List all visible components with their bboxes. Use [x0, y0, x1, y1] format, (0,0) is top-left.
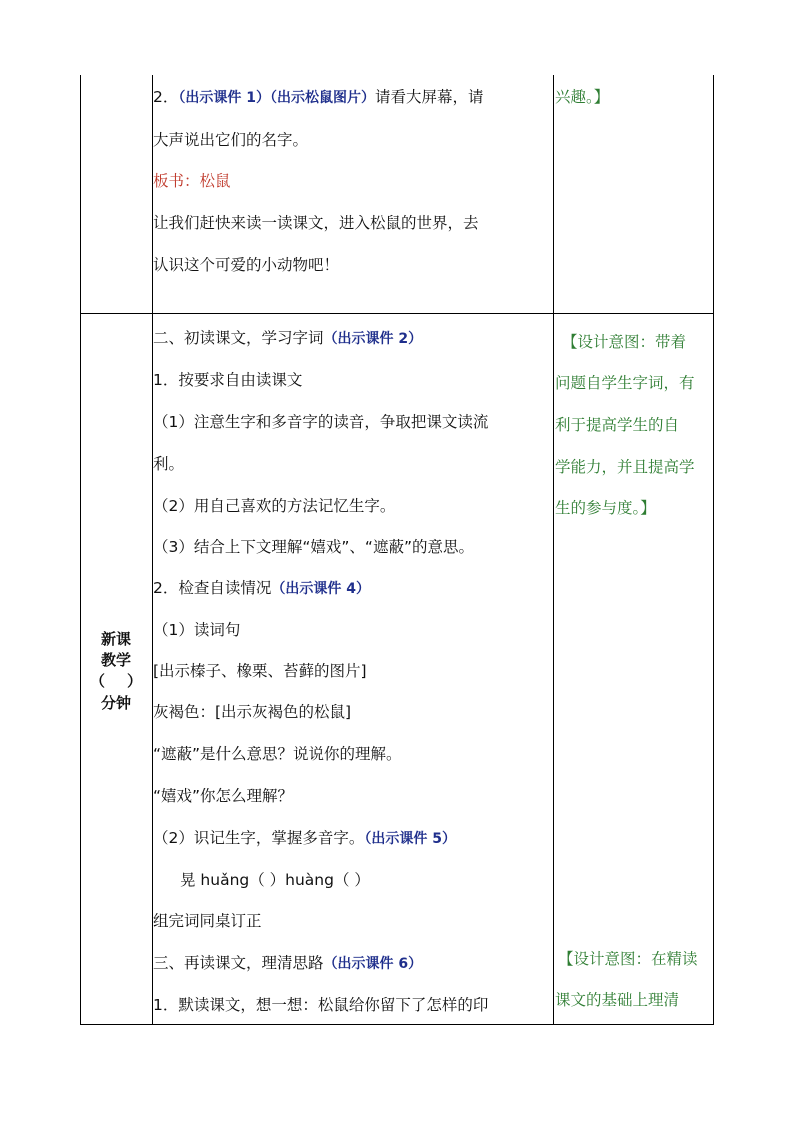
design-note-1-line5: 生的参与度。】: [555, 499, 656, 517]
step-2-b: （2）识记生字，掌握多音字。（出示课件 5）: [153, 829, 456, 847]
lesson-plan-table: [80, 75, 714, 1025]
design-note-1-line1: 【设计意图：带着: [562, 333, 687, 351]
table-border-bottom: [80, 1024, 714, 1025]
step-2-a: （1）读词句: [153, 621, 241, 639]
table-border-right: [713, 75, 714, 1025]
courseware-tag: （出示课件 6）: [323, 956, 423, 972]
item-text: 请看大屏幕，请: [375, 88, 484, 106]
design-note-end: 兴趣。】: [555, 88, 610, 106]
section-label-duration: （ ）: [89, 672, 143, 690]
courseware-tag: （出示课件 5）: [364, 831, 456, 847]
step-2: 2．检查自读情况（出示课件 4）: [153, 579, 370, 597]
courseware-tag: （出示课件 1）: [178, 90, 270, 106]
section-3-heading: 三、再读课文，理清思路（出示课件 6）: [153, 954, 423, 972]
step-2-images: [出示榛子、橡栗、苔藓的图片]: [153, 662, 367, 680]
intro-paragraph-line2: 认识这个可爱的小动物吧！: [153, 256, 340, 274]
design-note-1-line4: 学能力，并且提高学: [555, 458, 695, 476]
section-label-line2: 教学: [100, 651, 131, 669]
intro-paragraph-line1: 让我们赶快来读一读课文，进入松鼠的世界，去: [153, 214, 479, 232]
design-note-1-line3: 利于提高学生的自: [555, 416, 680, 434]
courseware-tag: （出示课件 4）: [271, 581, 370, 597]
section-label-line1: 新课: [100, 630, 131, 648]
step-1-a-line1: （1）注意生字和多音字的读音，争取把课文读流: [153, 413, 489, 431]
step-1-b: （2）用自己喜欢的方法记忆生字。: [153, 497, 396, 515]
design-note-2-line1: 【设计意图：在精读: [558, 950, 698, 968]
section-label-line4: 分钟: [100, 694, 131, 712]
row1-item2-line1: [153, 87, 484, 108]
pinyin-exercise: 晃 huǎng（ ）huàng（ ）: [180, 871, 370, 889]
design-note-1-line2: 问题自学生字词，有: [555, 374, 695, 392]
table-border-left: [80, 75, 81, 1025]
picture-tag: （出示松鼠图片）: [270, 90, 375, 106]
item-number: 2．: [153, 88, 179, 106]
design-note-2-line2: 课文的基础上理清: [555, 991, 680, 1009]
step-2-question-1: “遮蔽”是什么意思？说说你的理解。: [153, 745, 402, 763]
step-1-a-line2: 利。: [153, 455, 185, 473]
section-2-heading: 二、初读课文，学习字词（出示课件 2）: [153, 329, 423, 347]
row1-item2-line2: 大声说出它们的名字。: [153, 131, 309, 149]
peer-correction: 组完词同桌订正: [153, 912, 262, 930]
table-column-divider-2: [553, 75, 554, 1025]
step-2-color: 灰褐色：[出示灰褐色的松鼠]: [153, 703, 352, 721]
step-1: 1．按要求自由读课文: [153, 371, 303, 389]
section-3-step-1: 1．默读课文，想一想：松鼠给你留下了怎样的印: [153, 996, 489, 1014]
courseware-tag: （出示课件 2）: [323, 331, 423, 347]
step-1-c: （3）结合上下文理解“嬉戏”、“遮蔽”的意思。: [153, 538, 474, 556]
board-writing: 板书：松鼠: [153, 172, 231, 190]
table-row-divider: [80, 313, 714, 314]
step-2-question-2: “嬉戏”你怎么理解？: [153, 787, 294, 805]
